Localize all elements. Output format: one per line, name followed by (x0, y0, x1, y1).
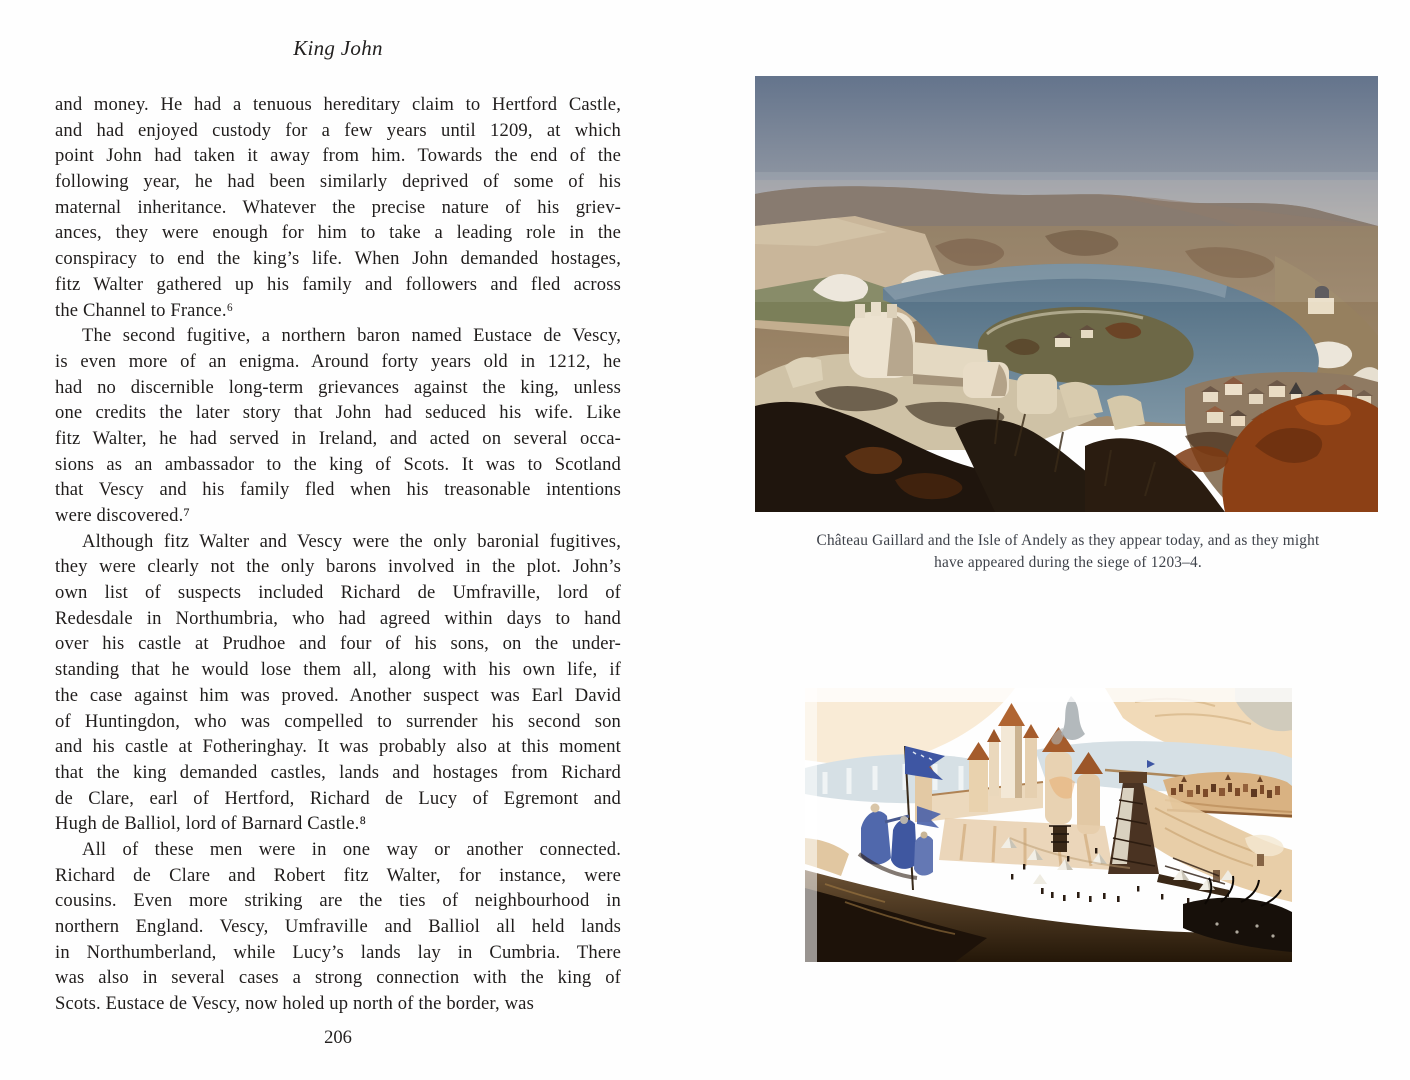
text-line: is even more of an enigma. Around forty years old in 1212, he (55, 350, 621, 372)
text-line: Redesdale in Northumbria, who had agreed within days to hand (55, 607, 621, 629)
text-line: standing that he would lose them all, along with his own life, if (55, 659, 621, 681)
text-line: fitz Walter gathered up his family and followers and fled across (55, 273, 621, 295)
painting-siege-reconstruction (805, 688, 1292, 962)
text-line: they were clearly not the only barons involved in the plot. John’s (55, 556, 621, 578)
text-line: de Clare, earl of Hertford, Richard de Lucy of Egremont and (55, 787, 621, 809)
text-line: All of these men were in one way or another connected. (82, 838, 621, 860)
text-line: had no discernible long-term grievances against the king, unless (55, 376, 621, 398)
text-line: Hugh de Balliol, lord of Barnard Castle.⁸ (55, 813, 367, 835)
text-line: own list of suspects included Richard de Umfraville, lord of (55, 582, 621, 604)
text-line: one credits the later story that John had seduced his wife. Like (55, 402, 621, 424)
text-line: and had enjoyed custody for a few years until 1209, at which (55, 119, 621, 141)
text-line: Although fitz Walter and Vescy were the only baronial fugitives, (82, 530, 621, 552)
left-page (55, 36, 621, 1017)
page-number: 206 (324, 1028, 352, 1048)
text-line: sions as an ambassador to the king of Scots. It was to Scotland (55, 453, 621, 475)
text-line: The second fugitive, a northern baron named Eustace de Vescy, (82, 325, 621, 347)
caption-line-2: have appeared during the siege of 1203–4. (934, 553, 1202, 571)
text-line: and money. He had a tenuous hereditary claim to Hertford Castle, (55, 94, 621, 115)
text-line: and his castle at Fotheringhay. It was probably also at this moment (55, 736, 621, 758)
text-line: cousins. Even more striking are the ties of neighbourhood in (55, 890, 621, 912)
text-line: following year, he had been similarly deprived of some of his (55, 171, 621, 193)
text-line: Scots. Eustace de Vescy, now holed up north of the border, was (55, 993, 534, 1015)
figure-caption (758, 530, 1378, 573)
text-line: that Vescy and his family fled when his treasonable intentions (55, 479, 621, 501)
photo-chateau-gaillard (755, 76, 1378, 512)
text-line: that the king demanded castles, lands and hostages from Richard (55, 761, 621, 783)
body-text (55, 92, 621, 1017)
text-line: point John had taken it away from him. Towards the end of the (55, 145, 621, 167)
text-line: in Northumberland, while Lucy’s lands lay in Cumbria. There (55, 941, 621, 963)
text-line: conspiracy to end the king’s life. When John demanded hostages, (55, 248, 621, 270)
text-line: Richard de Clare and Robert fitz Walter, for instance, were (55, 864, 621, 886)
text-line: was also in several cases a strong connection with the king of (55, 967, 621, 989)
text-line: over his castle at Prudhoe and four of his sons, on the under- (55, 633, 621, 655)
text-line: were discovered.⁷ (55, 505, 190, 526)
text-line: northern England. Vescy, Umfraville and Balliol all held lands (55, 916, 621, 937)
caption-line-1: Château Gaillard and the Isle of Andely as they appear today, and as they might (816, 532, 1320, 549)
text-line: maternal inheritance. Whatever the precise nature of his griev- (55, 196, 621, 218)
text-line: fitz Walter, he had served in Ireland, and acted on several occa- (55, 427, 621, 449)
text-line: the case against him was proved. Another suspect was Earl David (55, 684, 621, 706)
text-line: of Huntingdon, who was compelled to surrender his second son (55, 710, 621, 732)
text-line: ances, they were enough for him to take a leading role in the (55, 222, 621, 244)
running-head: King John (293, 36, 383, 60)
photo-haze-overlay (755, 172, 1378, 302)
text-line: the Channel to France.⁶ (55, 299, 234, 321)
